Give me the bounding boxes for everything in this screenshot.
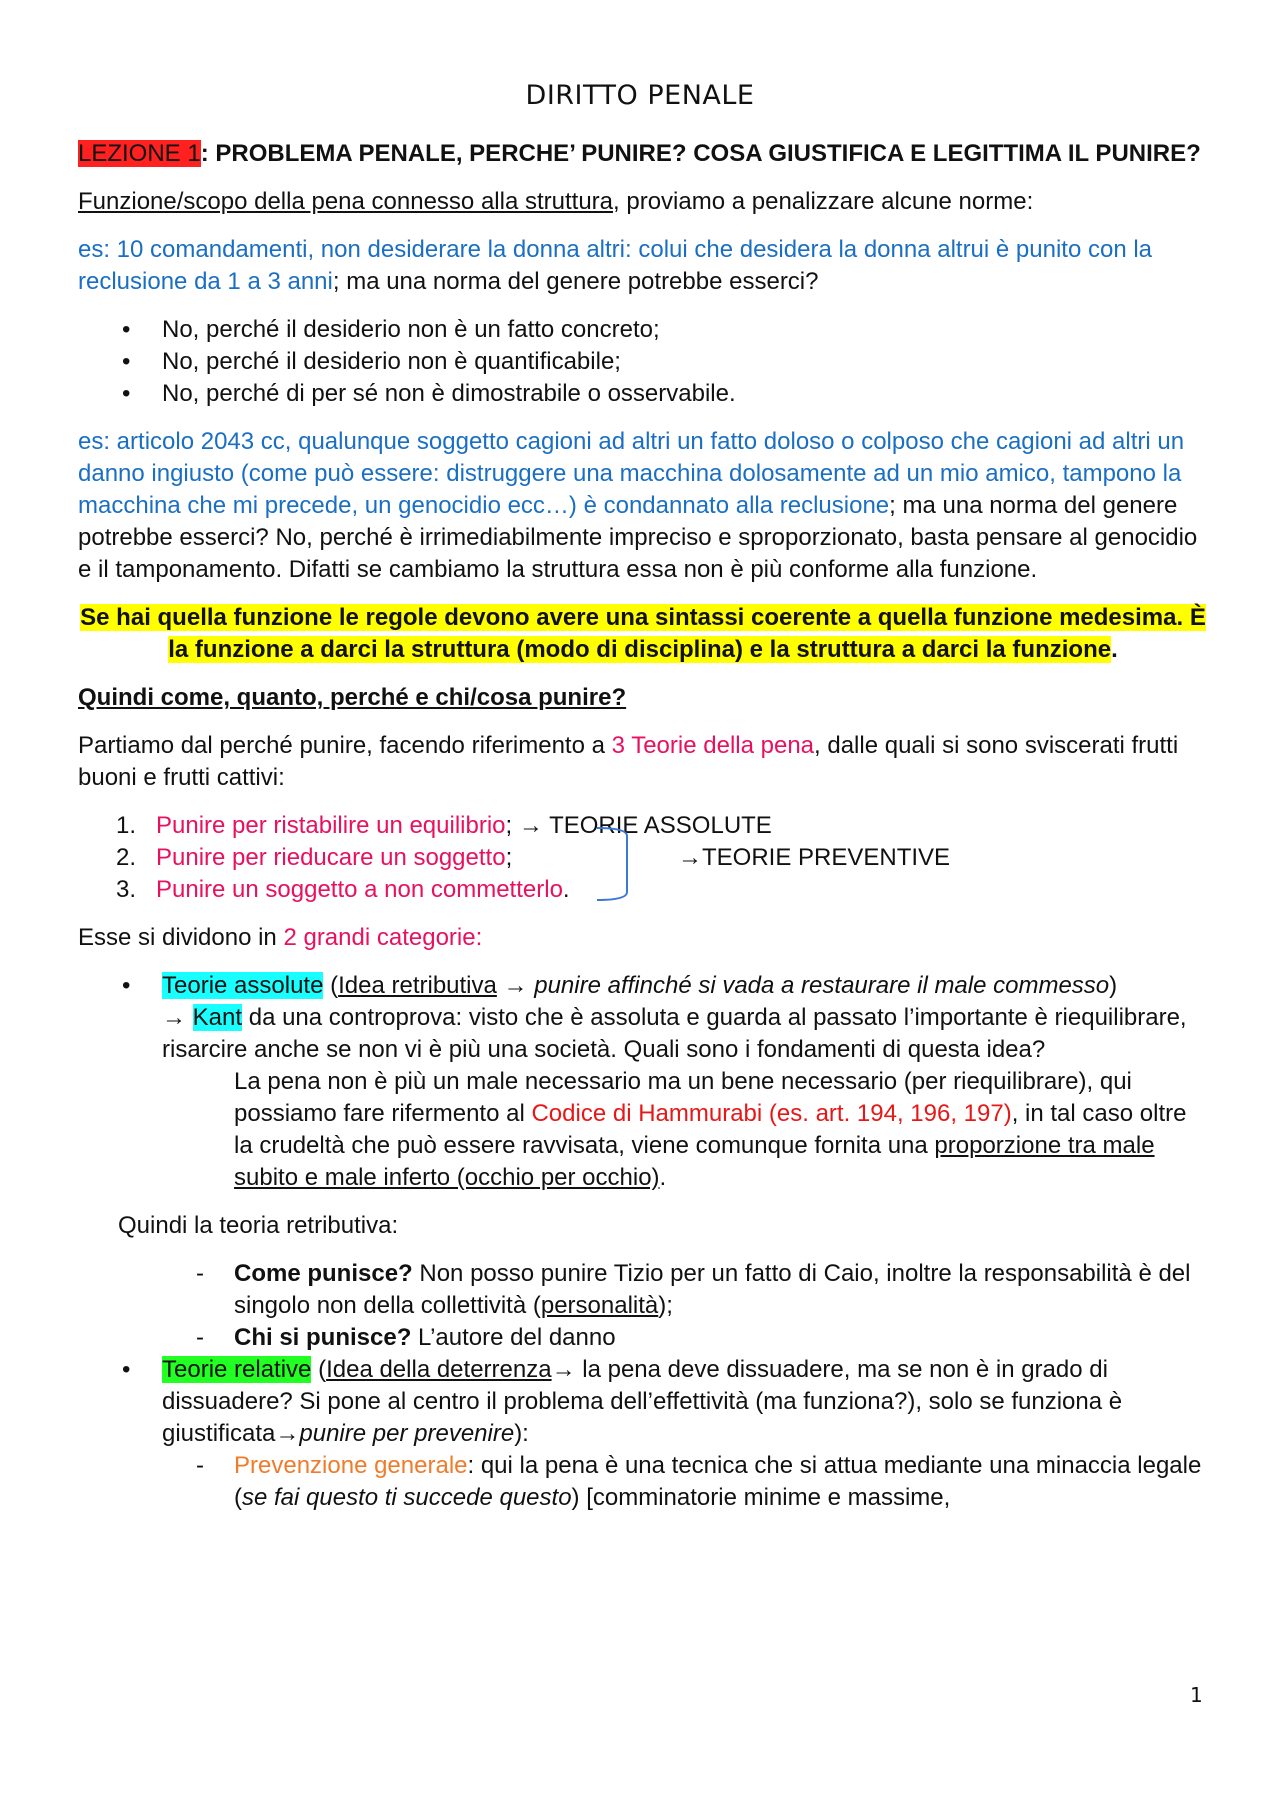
highlight-text: Se hai quella funzione le regole devono avere una sintassi coerente a quella funzione medesima. È la funzione a darci la struttura (modo di disciplina) e la struttura a darci la funzione — [80, 604, 1206, 663]
bullet-list-1 — [78, 314, 1208, 410]
absolute-idea: Idea retributiva — [338, 972, 497, 999]
theories-intro-pink: 3 Teorie della pena — [611, 732, 815, 759]
relative-rest: → la pena deve dissuadere, ma se non è in grado di dissuadere? Si pone al centro il problema dell’effettività (ma funziona?), solo se funziona è giustificata — [162, 1356, 1123, 1447]
retributive-bold: Chi si punisce? — [234, 1324, 412, 1351]
categories-pink: 2 grandi categorie: — [283, 924, 483, 951]
relative-arrow: → — [275, 1420, 300, 1447]
retributive-text: L’autore del danno — [411, 1324, 616, 1351]
list-item — [78, 346, 1208, 378]
highlight-tail: . — [1111, 636, 1118, 663]
preventive-label: →TEORIE PREVENTIVE — [678, 844, 951, 871]
bracket-icon — [593, 824, 633, 904]
absolute-label: Teorie assolute — [162, 972, 324, 999]
absolute-detail-underlined: proporzione tra male subito e male inferto (occhio per occhio) — [234, 1132, 1155, 1191]
absolute-rest: da una controprova: visto che è assoluta e guarda al passato l’importante è riequilibrare, risarcire anche se non vi è più una società. Quali sono i fondamenti di questa idea? — [162, 1004, 1187, 1063]
absolute-detail — [78, 1066, 1208, 1194]
dash-icon: - — [196, 1452, 204, 1479]
prevention-text-1: : qui la pena è una tecnica che si attua mediante una minaccia legale ( — [234, 1452, 1202, 1511]
list-item — [78, 874, 1208, 906]
bullet-icon: • — [122, 348, 131, 375]
intro-paragraph — [78, 186, 1208, 218]
bullet-icon: • — [122, 972, 131, 999]
kant-label: Kant — [192, 1004, 243, 1031]
list-item-rest: ; — [505, 844, 513, 871]
absolute-open: ( — [323, 972, 339, 999]
list-item-pink: Punire per ristabilire un equilibrio — [156, 812, 506, 839]
highlight-statement — [78, 602, 1208, 666]
list-item-pink: Punire per rieducare un soggetto — [156, 844, 506, 871]
retributive-bold: Come punisce? — [234, 1260, 413, 1287]
retributive-text: Non posso punire Tizio per un fatto di Caio, inoltre la responsabilità è del singolo non della collettività ( — [234, 1260, 1191, 1319]
bullet-list-2 — [78, 970, 1208, 1066]
example-2-rest: ; ma una norma del genere potrebbe esserci? No, perché è irrimediabilmente impreciso e sproporzionato, basta pensare al genocidio e il tamponamento. Difatti se cambiamo la struttura essa non è più conforme alla funzione. — [78, 492, 1198, 583]
lesson-heading — [78, 138, 1208, 170]
relative-italic: punire per prevenire — [299, 1420, 515, 1447]
document-title: DIRITTO PENALE — [525, 80, 755, 111]
list-item — [78, 1450, 1208, 1514]
intro-underlined: Funzione/scopo della pena connesso alla struttura — [78, 188, 614, 215]
list-item-text: No, perché il desiderio non è un fatto concreto; — [162, 316, 660, 343]
list-number: 3. — [116, 876, 137, 903]
bullet-icon: • — [122, 1356, 131, 1383]
prevention-general: Prevenzione generale — [234, 1452, 468, 1479]
bullet-icon: • — [122, 380, 131, 407]
retributive-list — [78, 1258, 1208, 1354]
example-1-blue: es: 10 comandamenti, non desiderare la donna altri: colui che desidera la donna altrui è punito con la reclusione da 1 a 3 anni — [78, 236, 1153, 295]
prevention-italic: se fai questo ti succede questo — [242, 1484, 572, 1511]
question-heading: Quindi come, quanto, perché e chi/cosa punire? — [78, 684, 627, 711]
relative-idea: Idea della deterrenza — [326, 1356, 552, 1383]
document-body — [78, 138, 1208, 1514]
lesson-heading-text: : PROBLEMA PENALE, PERCHE’ PUNIRE? COSA GIUSTIFICA E LEGITTIMA IL PUNIRE? — [200, 140, 1201, 167]
lesson-label: LEZIONE 1 — [78, 140, 201, 167]
list-item-absolute — [78, 970, 1208, 1066]
theories-intro-before: Partiamo dal perché punire, facendo riferimento a — [78, 732, 612, 759]
example-2-blue: es: articolo 2043 cc, qualunque soggetto cagioni ad altri un fatto doloso o colposo che cagioni ad altri un danno ingiusto (come può essere: distruggere una macchina dolosamente ad un mio amico, tampono la macchina che mi precede, un genocidio ecc…) è condannato alla reclusione — [78, 428, 1185, 519]
dash-icon: - — [196, 1260, 204, 1287]
list-item-pink: Punire un soggetto a non commetterlo — [156, 876, 563, 903]
absolute-italic: punire affinché si vada a restaurare il male commesso — [534, 972, 1110, 999]
absolute-arrow: → — [496, 972, 535, 999]
example-1 — [78, 234, 1208, 298]
example-1-rest: ; ma una norma del genere potrebbe esserci? — [332, 268, 819, 295]
list-item — [78, 1322, 1208, 1354]
list-item — [78, 810, 1208, 842]
hammurabi-ref: Codice di Hammurabi (es. art. 194, 196, 197) — [531, 1100, 1012, 1127]
categories-line — [78, 922, 1208, 954]
list-item-rest: . — [562, 876, 570, 903]
list-item — [78, 314, 1208, 346]
prevention-text-2: ) [comminatorie minime e massime, — [571, 1484, 951, 1511]
theories-intro — [78, 730, 1208, 794]
absolute-detail-1: La pena non è più un male necessario ma un bene necessario (per riequilibrare), qui possiamo fare rifermento al — [234, 1068, 1132, 1127]
list-item — [78, 842, 1208, 874]
retributive-end: ); — [658, 1292, 673, 1319]
retributive-intro: Quindi la teoria retributiva: — [118, 1212, 399, 1239]
list-item-rest: ; → TEORIE ASSOLUTE — [505, 812, 772, 839]
example-2 — [78, 426, 1208, 586]
bullet-icon: • — [122, 316, 131, 343]
prevention-list — [78, 1450, 1208, 1514]
page-number: 1 — [1190, 1683, 1203, 1707]
list-number: 2. — [116, 844, 137, 871]
relative-open: ( — [311, 1356, 327, 1383]
list-item — [78, 1258, 1208, 1322]
dash-icon: - — [196, 1324, 204, 1351]
list-item-text: No, perché di per sé non è dimostrabile o osservabile. — [162, 380, 736, 407]
retributive-underlined: personalità — [540, 1292, 659, 1319]
absolute-close: ) — [1109, 972, 1118, 999]
list-number: 1. — [116, 812, 137, 839]
list-item-relative — [78, 1354, 1208, 1450]
relative-label: Teorie relative — [162, 1356, 312, 1383]
absolute-arrow-2: → — [162, 1004, 193, 1031]
absolute-detail-2: , in tal caso oltre la crudeltà che può essere ravvisata, viene comunque fornita una — [234, 1100, 1187, 1159]
list-item-text: No, perché il desiderio non è quantificabile; — [162, 348, 621, 375]
relative-close: ): — [514, 1420, 529, 1447]
theories-intro-after: , dalle quali si sono sviscerati frutti buoni e frutti cattivi: — [78, 732, 1179, 791]
list-item — [78, 378, 1208, 410]
absolute-detail-3: . — [659, 1164, 667, 1191]
bullet-list-3 — [78, 1354, 1208, 1450]
numbered-list — [78, 810, 1208, 906]
intro-rest: , proviamo a penalizzare alcune norme: — [613, 188, 1034, 215]
categories-before: Esse si dividono in — [78, 924, 284, 951]
